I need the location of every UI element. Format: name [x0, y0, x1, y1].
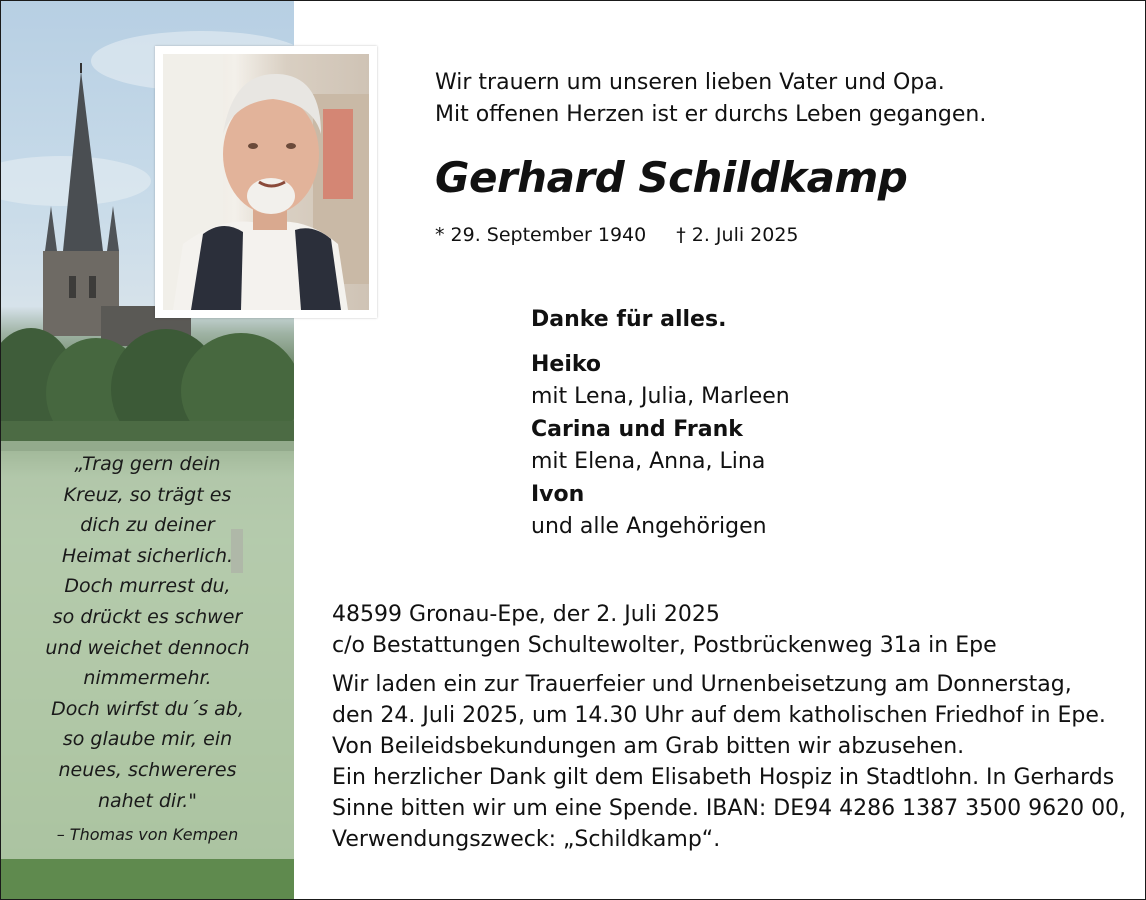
- family-member-detail: mit Elena, Anna, Lina: [531, 449, 766, 474]
- quote-line: Kreuz, so trägt es: [63, 483, 232, 506]
- portrait-image: [163, 54, 369, 310]
- death-date: † 2. Juli 2025: [676, 224, 799, 246]
- quote-line: nahet dir.": [97, 789, 198, 812]
- quote-line: Heimat sicherlich.: [61, 544, 234, 567]
- quote-line: nimmermehr.: [83, 667, 212, 690]
- funeral-details: [332, 599, 1126, 855]
- quote-line: so drückt es schwer: [52, 605, 243, 628]
- details-line: Sinne bitten wir um eine Spende. IBAN: DE94 4286 1387 3500 9620 00,: [332, 796, 1127, 821]
- family-signature: [531, 304, 790, 544]
- quote-line: Doch murrest du,: [64, 575, 231, 598]
- details-line: Wir laden ein zur Trauerfeier und Urnenbeisetzung am Donnerstag,: [332, 672, 1072, 697]
- details-line: Verwendungszweck: „Schildkamp“.: [332, 827, 721, 852]
- quote-line: Doch wirfst du´s ab,: [51, 697, 244, 720]
- quote-line: neues, schwereres: [58, 758, 237, 781]
- family-member-name: Heiko: [531, 351, 602, 377]
- spacer: [531, 337, 790, 349]
- poem-quote: [1, 449, 294, 816]
- family-member-detail: und alle Angehörigen: [531, 514, 767, 539]
- spacer: [332, 661, 1126, 669]
- intro-line: Mit offenen Herzen ist er durchs Leben gegangen.: [435, 102, 987, 127]
- quote-line: dich zu deiner: [80, 514, 215, 537]
- address-line: c/o Bestattungen Schultewolter, Postbrückenweg 31a in Epe: [332, 633, 997, 658]
- portrait-drawing: [163, 54, 369, 310]
- details-line: Von Beileidsbekundungen am Grab bitten wir abzusehen.: [332, 734, 965, 759]
- intro-line: Wir trauern um unseren lieben Vater und Opa.: [435, 70, 945, 95]
- family-member-name: Ivon: [531, 481, 585, 507]
- portrait-photo: [155, 46, 377, 318]
- place-date-line: 48599 Gronau-Epe, der 2. Juli 2025: [332, 602, 720, 627]
- quote-line: so glaube mir, ein: [62, 728, 233, 751]
- quote-line: und weichet dennoch: [45, 636, 250, 659]
- family-member-name: Carina und Frank: [531, 416, 743, 442]
- life-dates: [435, 224, 799, 246]
- deceased-name: Gerhard Schildkamp: [435, 153, 908, 202]
- quote-line: „Trag gern dein: [74, 453, 221, 475]
- family-member-detail: mit Lena, Julia, Marleen: [531, 384, 790, 409]
- birth-date: * 29. September 1940: [435, 224, 647, 246]
- intro-text: [435, 67, 986, 131]
- thanks-line: Danke für alles.: [531, 307, 727, 332]
- details-line: Ein herzlicher Dank gilt dem Elisabeth Hospiz in Stadtlohn. In Gerhards: [332, 765, 1115, 790]
- details-line: den 24. Juli 2025, um 14.30 Uhr auf dem katholischen Friedhof in Epe.: [332, 703, 1106, 728]
- quote-author: – Thomas von Kempen: [56, 825, 239, 844]
